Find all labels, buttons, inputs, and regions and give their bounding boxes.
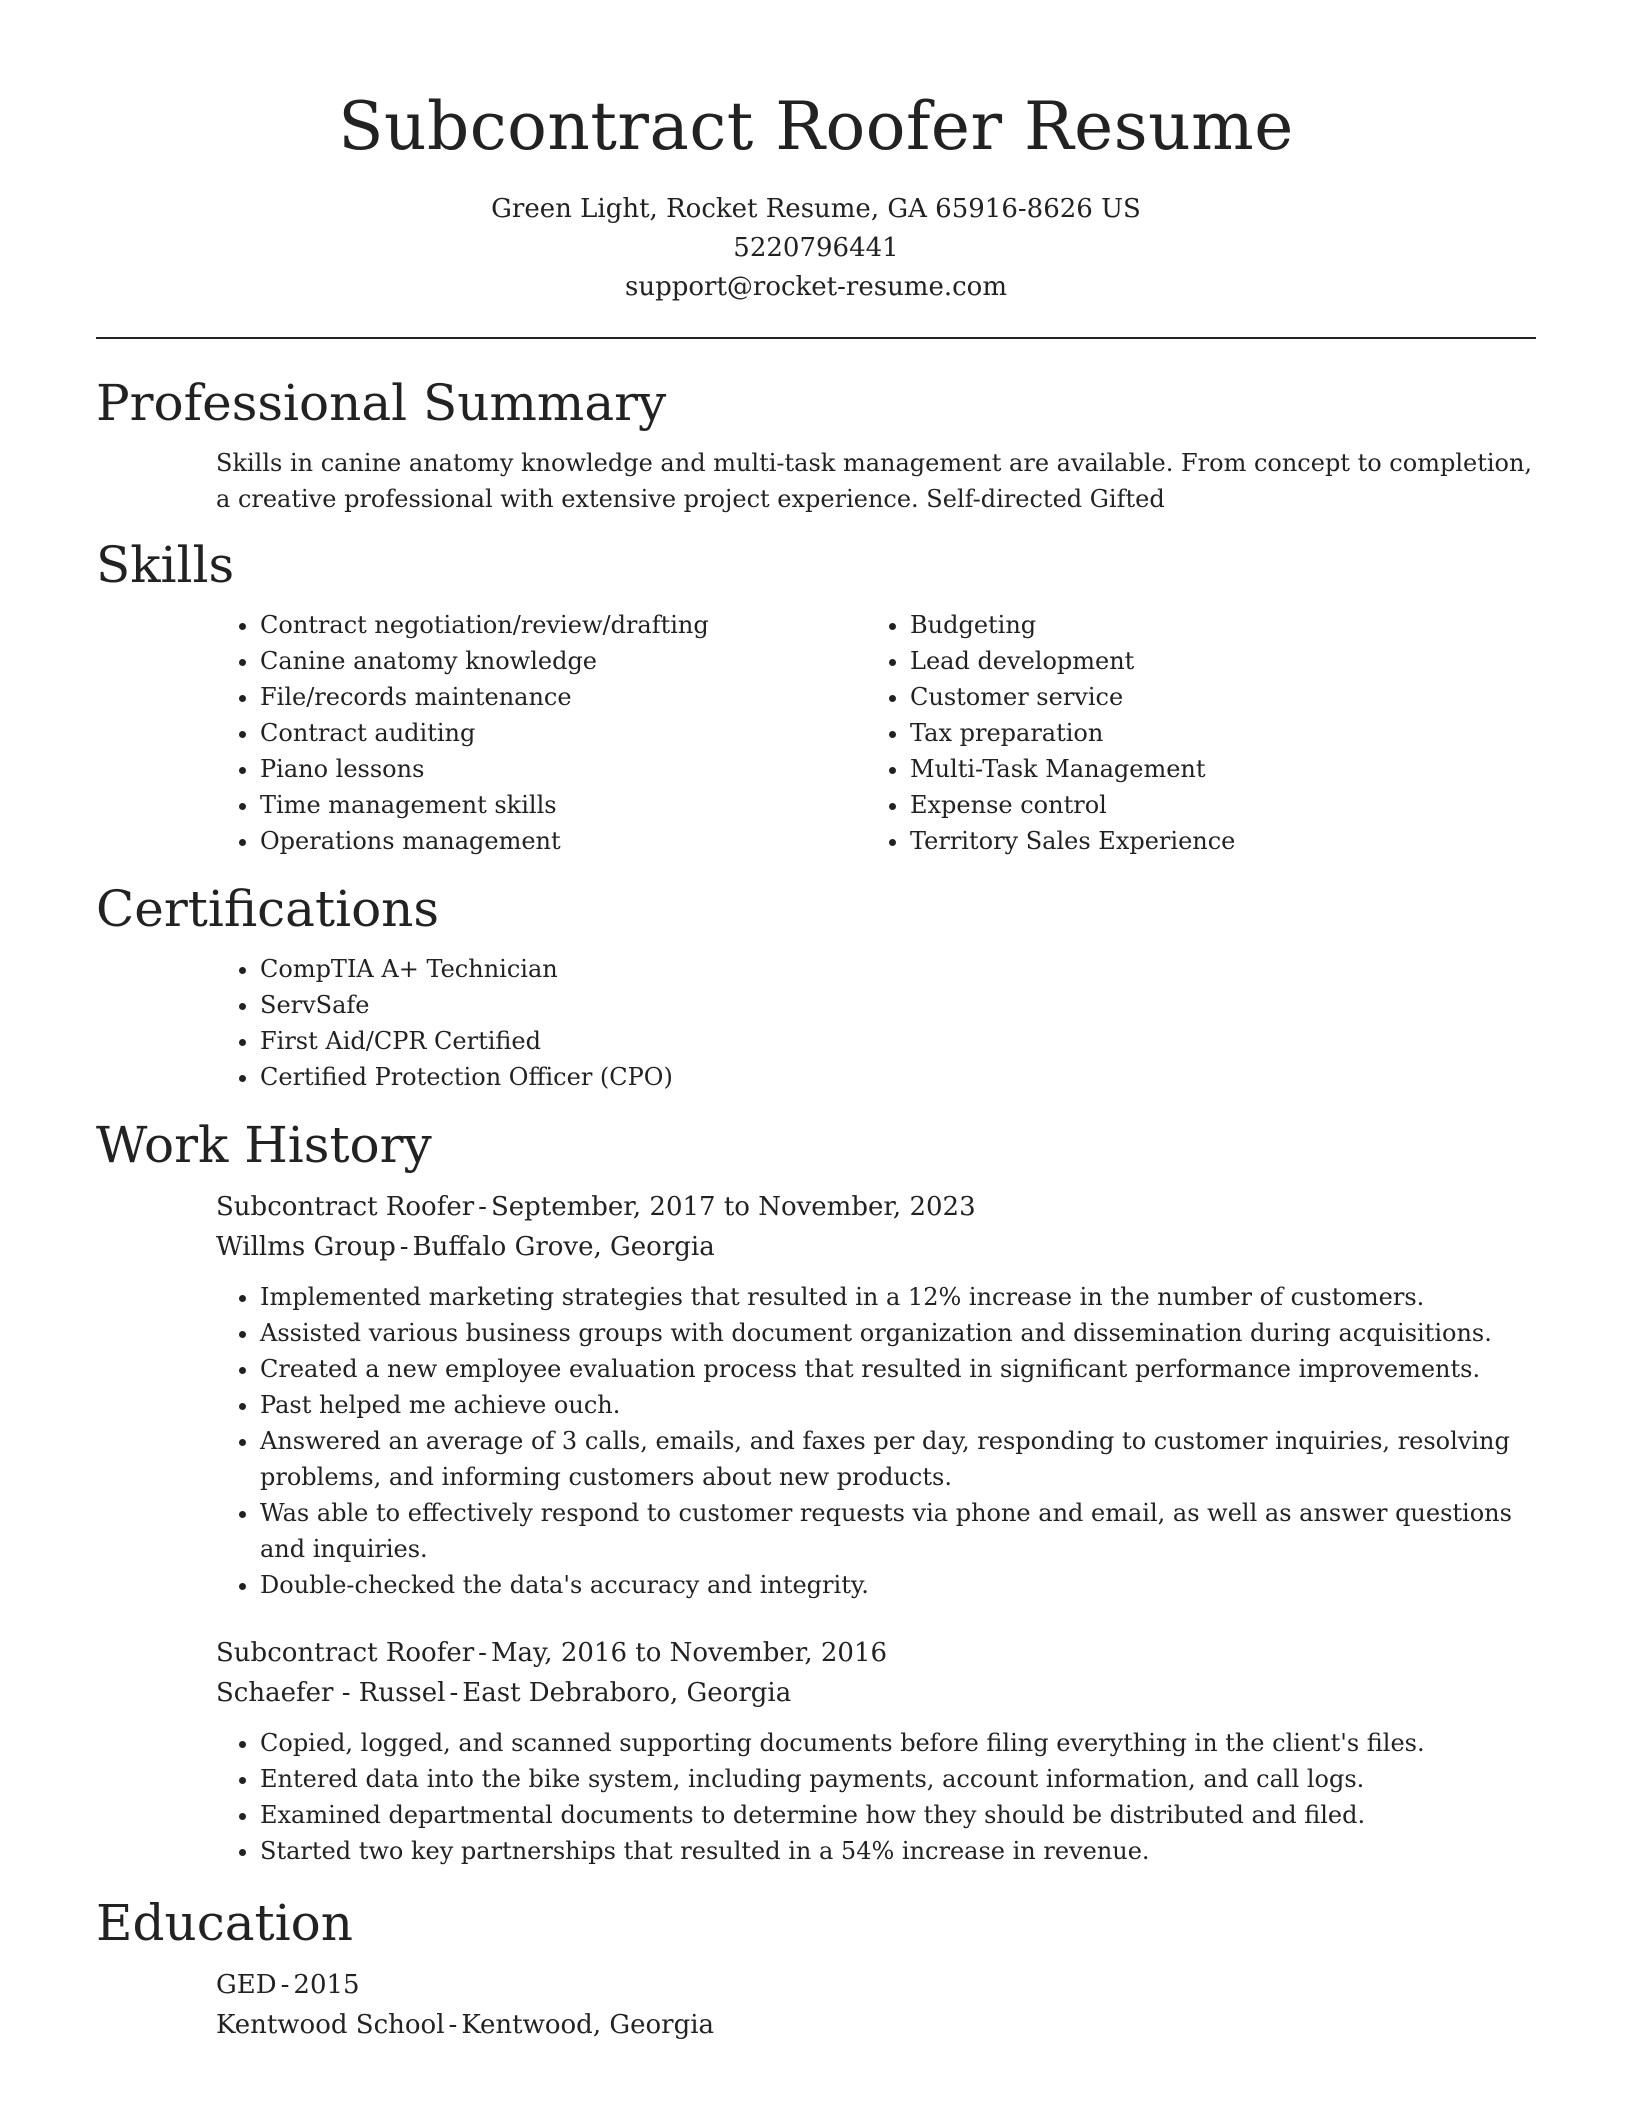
certifications-heading: Certifications xyxy=(96,880,440,938)
certification-item: • First Aid/CPR Certified xyxy=(260,1023,1536,1059)
job-role: Subcontract Roofer xyxy=(216,1638,475,1668)
summary-heading: Professional Summary xyxy=(96,374,667,432)
job-org-line xyxy=(216,1673,1536,1713)
separator: - xyxy=(399,1232,409,1262)
skill-item: • Customer service xyxy=(910,679,1516,715)
education-entry xyxy=(96,1965,1536,2045)
job-dates: September, 2017 to November, 2023 xyxy=(490,1192,976,1222)
summary-section xyxy=(96,373,1536,517)
certifications-list xyxy=(216,951,1536,1095)
resume-page xyxy=(96,0,1536,2045)
skill-item: • Contract auditing xyxy=(260,715,866,751)
job-title-line xyxy=(216,1187,1536,1227)
skills-list-right xyxy=(866,607,1516,859)
job-bullet: • Created a new employee evaluation process that resulted in significant performance improvements. xyxy=(260,1351,1536,1387)
education-school-line xyxy=(216,2005,1536,2045)
separator: - xyxy=(280,1970,290,2000)
education-heading: Education xyxy=(96,1894,353,1952)
job-bullet: • Past helped me achieve ouch. xyxy=(260,1387,1536,1423)
skills-list-left xyxy=(216,607,866,859)
job-bullet: • Started two key partnerships that resulted in a 54% increase in revenue. xyxy=(260,1833,1536,1869)
skill-item: • Multi-Task Management xyxy=(910,751,1516,787)
skill-item: • Tax preparation xyxy=(910,715,1516,751)
education-section xyxy=(96,1893,1536,2045)
job-role: Subcontract Roofer xyxy=(216,1192,475,1222)
education-year: 2015 xyxy=(293,1970,360,2000)
job-bullet: • Answered an average of 3 calls, emails, and faxes per day, responding to customer inquiries, resolving problems, and informing customers about new products. xyxy=(260,1423,1536,1495)
education-degree-line xyxy=(216,1965,1536,2005)
skills-section xyxy=(96,535,1536,859)
education-school: Kentwood School xyxy=(216,2010,445,2040)
job-bullet: • Examined departmental documents to determine how they should be distributed and filed. xyxy=(260,1797,1536,1833)
skill-item: • Operations management xyxy=(260,823,866,859)
skill-item: • Time management skills xyxy=(260,787,866,823)
summary-text: Skills in canine anatomy knowledge and multi-task management are available. From concept to completion, a creative professional with extensive project experience. Self-directed Gifted xyxy=(216,449,1533,513)
job-bullet: • Double-checked the data's accuracy and integrity. xyxy=(260,1567,1536,1603)
contact-email: support@rocket-resume.com xyxy=(624,272,1007,302)
job-bullet: • Copied, logged, and scanned supporting documents before filing everything in the client's files. xyxy=(260,1725,1536,1761)
job-bullet: • Entered data into the bike system, including payments, account information, and call logs. xyxy=(260,1761,1536,1797)
separator: - xyxy=(448,2010,458,2040)
skills-heading: Skills xyxy=(96,536,235,594)
job-location: Buffalo Grove, Georgia xyxy=(412,1232,715,1262)
header-divider xyxy=(96,337,1536,339)
job-location: East Debraboro, Georgia xyxy=(462,1678,792,1708)
job-bullet: • Implemented marketing strategies that resulted in a 12% increase in the number of customers. xyxy=(260,1279,1536,1315)
job-dates: May, 2016 to November, 2016 xyxy=(490,1638,888,1668)
work-history-section xyxy=(96,1115,1536,1869)
resume-header xyxy=(96,0,1536,307)
contact-phone: 5220796441 xyxy=(733,233,899,263)
certification-item: • ServSafe xyxy=(260,987,1536,1023)
certification-item: • CompTIA A+ Technician xyxy=(260,951,1536,987)
job-entry xyxy=(96,1187,1536,1603)
job-entry xyxy=(96,1633,1536,1869)
job-company: Willms Group xyxy=(216,1232,396,1262)
certification-item: • Certified Protection Officer (CPO) xyxy=(260,1059,1536,1095)
job-title-line xyxy=(216,1633,1536,1673)
education-degree: GED xyxy=(216,1970,277,2000)
skill-item: • Territory Sales Experience xyxy=(910,823,1516,859)
certifications-section xyxy=(96,879,1536,1095)
job-company: Schaefer - Russel xyxy=(216,1678,446,1708)
skill-item: • Budgeting xyxy=(910,607,1516,643)
resume-title: Subcontract Roofer Resume xyxy=(338,88,1294,165)
education-location: Kentwood, Georgia xyxy=(461,2010,715,2040)
skill-item: • Canine anatomy knowledge xyxy=(260,643,866,679)
job-bullet: • Assisted various business groups with document organization and dissemination during acquisitions. xyxy=(260,1315,1536,1351)
contact-address: Green Light, Rocket Resume, GA 65916-8626 US xyxy=(491,194,1141,224)
job-bullet: • Was able to effectively respond to customer requests via phone and email, as well as answer questions and inquiries. xyxy=(260,1495,1536,1567)
work-history-heading: Work History xyxy=(96,1116,432,1174)
separator: - xyxy=(478,1192,487,1222)
skill-item: • File/records maintenance xyxy=(260,679,866,715)
separator: - xyxy=(449,1678,459,1708)
skill-item: • Piano lessons xyxy=(260,751,866,787)
skill-item: • Lead development xyxy=(910,643,1516,679)
job-bullets xyxy=(216,1725,1536,1869)
job-bullets xyxy=(216,1279,1536,1603)
skill-item: • Contract negotiation/review/drafting xyxy=(260,607,866,643)
job-org-line xyxy=(216,1227,1536,1267)
skill-item: • Expense control xyxy=(910,787,1516,823)
contact-info xyxy=(96,190,1536,307)
separator: - xyxy=(478,1638,487,1668)
